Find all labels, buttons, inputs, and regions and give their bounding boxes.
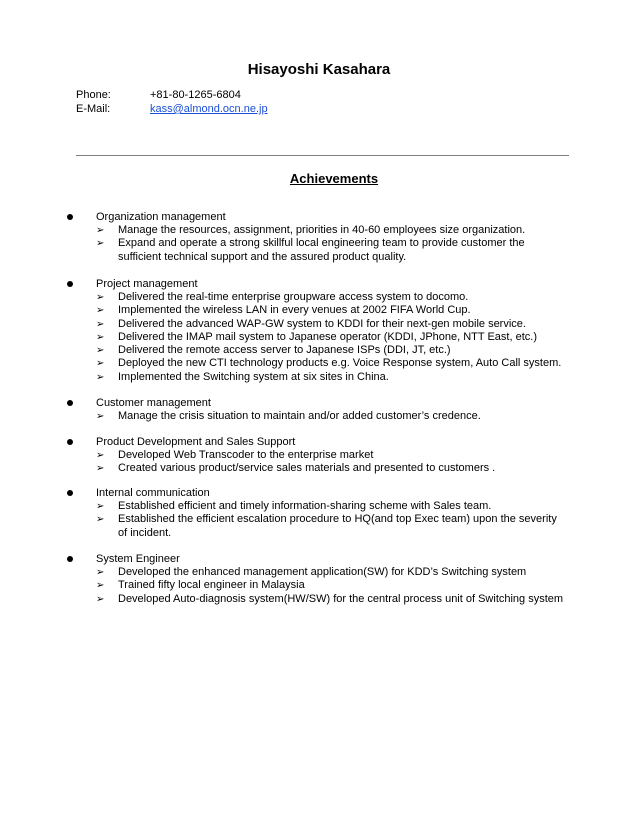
achievement-item-line: Trained fifty local engineer in Malaysia — [118, 579, 305, 592]
achievement-item-line: Manage the resources, assignment, priorities in 40-60 employees size organization. — [118, 224, 526, 236]
achievement-item-line: Delivered the real-time enterprise groupware access system to docomo. — [118, 291, 469, 303]
section-title-row — [0, 436, 638, 449]
phone-value: +81-80-1265-6804 — [150, 89, 241, 101]
achievement-item-line: Established efficient and timely information-sharing scheme with Sales team. — [118, 500, 492, 512]
achievement-item-text — [118, 593, 588, 606]
resume-name: Hisayoshi Kasahara — [247, 61, 391, 78]
section-title: Organization management — [96, 211, 226, 223]
achievement-item — [0, 410, 638, 423]
achievement-item-text — [118, 344, 588, 357]
achievement-item-line: Delivered the IMAP mail system to Japanese operator (KDDI, JPhone, NTT East, etc.) — [118, 330, 537, 343]
arrow-bullet-icon: ➢ — [96, 331, 105, 343]
achievement-item — [0, 237, 638, 264]
achievement-section — [0, 397, 638, 423]
arrow-bullet-icon: ➢ — [96, 463, 105, 475]
achievement-item-text — [118, 304, 588, 317]
arrow-bullet-icon: ➢ — [96, 580, 105, 592]
achievement-item-text — [118, 331, 588, 344]
achievement-item-line: Delivered the remote access server to Japanese ISPs (DDI, JT, etc.) — [118, 344, 451, 357]
achievement-item-text — [118, 513, 588, 540]
arrow-bullet-icon: ➢ — [96, 225, 105, 236]
achievement-item-text — [118, 579, 588, 592]
achievement-item-line: Created various product/service sales materials and presented to customers . — [118, 462, 496, 475]
header-divider — [76, 155, 569, 156]
achievement-section — [0, 211, 638, 264]
achievement-item-text — [118, 566, 588, 579]
achievement-item — [0, 371, 638, 384]
section-title: System Engineer — [96, 553, 180, 565]
phone-label: Phone: — [76, 89, 111, 101]
arrow-bullet-icon: ➢ — [96, 358, 105, 370]
achievement-item-line: Established the efficient escalation procedure to HQ(and top Exec team) upon the severity — [118, 513, 557, 526]
arrow-bullet-icon: ➢ — [96, 411, 105, 422]
achievement-item-line: sufficient technical support and the assured product quality. — [118, 250, 407, 263]
email-row — [76, 102, 268, 116]
achievement-item — [0, 462, 638, 475]
achievement-item-line: Developed the enhanced management application(SW) for KDD’s Switching system — [118, 566, 527, 578]
arrow-bullet-icon: ➢ — [96, 371, 105, 383]
section-title-row — [0, 487, 638, 500]
arrow-bullet-icon: ➢ — [96, 318, 105, 330]
achievement-item-text — [118, 371, 588, 384]
email-link[interactable]: kass@almond.ocn.ne.jp — [150, 103, 268, 115]
achievement-section — [0, 553, 638, 606]
achievement-item — [0, 579, 638, 592]
arrow-bullet-icon: ➢ — [96, 292, 105, 303]
achievement-item-line: Expand and operate a strong skillful local engineering team to provide customer the — [118, 237, 525, 250]
section-title-row — [0, 397, 638, 410]
achievement-item — [0, 291, 638, 304]
section-title-row — [0, 553, 638, 566]
achievement-item-text — [118, 462, 588, 475]
achievement-item-line: of incident. — [118, 526, 172, 539]
achievement-item — [0, 331, 638, 344]
arrow-bullet-icon: ➢ — [96, 514, 105, 526]
email-label: E-Mail: — [76, 103, 111, 115]
phone-row — [76, 88, 241, 102]
bullet-icon — [67, 439, 73, 445]
achievement-item — [0, 304, 638, 317]
achievement-item — [0, 344, 638, 357]
arrow-bullet-icon: ➢ — [96, 501, 105, 512]
achievement-item — [0, 500, 638, 513]
bullet-icon — [67, 281, 73, 287]
section-title: Product Development and Sales Support — [96, 436, 296, 448]
section-title: Internal communication — [96, 487, 210, 499]
achievement-item — [0, 566, 638, 579]
achievement-item-line: Delivered the advanced WAP-GW system to KDDI for their next-gen mobile service. — [118, 317, 526, 330]
achievement-section — [0, 487, 638, 540]
arrow-bullet-icon: ➢ — [96, 593, 105, 605]
achievement-item-text — [118, 291, 588, 304]
achievement-item — [0, 593, 638, 606]
achievements-heading: Achievements — [289, 171, 379, 186]
achievement-item — [0, 318, 638, 331]
section-title: Customer management — [96, 397, 211, 409]
achievement-item-text — [118, 449, 588, 462]
achievement-item-text — [118, 357, 588, 370]
achievement-section — [0, 436, 638, 476]
achievement-item-line: Developed Auto-diagnosis system(HW/SW) for the central process unit of Switching system — [118, 592, 564, 605]
section-title-row — [0, 278, 638, 291]
section-title-row — [0, 211, 638, 224]
bullet-icon — [67, 400, 73, 406]
achievement-item-text — [118, 318, 588, 331]
achievement-item — [0, 357, 638, 370]
achievement-item-line: Manage the crisis situation to maintain and/or added customer’s credence. — [118, 410, 481, 422]
achievement-item-line: Deployed the new CTI technology products e.g. Voice Response system, Auto Call system. — [118, 357, 562, 370]
achievement-item-text — [118, 500, 588, 513]
section-title: Project management — [96, 278, 198, 290]
achievement-item-line: Implemented the wireless LAN in every venues at 2002 FIFA World Cup. — [118, 304, 471, 317]
achievement-section — [0, 278, 638, 384]
achievement-item — [0, 449, 638, 462]
achievement-item-text — [118, 224, 588, 237]
achievement-item-text — [118, 410, 588, 423]
achievement-item-line: Developed Web Transcoder to the enterprise market — [118, 449, 374, 461]
arrow-bullet-icon: ➢ — [96, 345, 105, 357]
arrow-bullet-icon: ➢ — [96, 567, 105, 578]
achievement-item-line: Implemented the Switching system at six sites in China. — [118, 370, 389, 383]
arrow-bullet-icon: ➢ — [96, 238, 105, 250]
arrow-bullet-icon: ➢ — [96, 450, 105, 461]
achievement-item — [0, 224, 638, 237]
bullet-icon — [67, 556, 73, 562]
bullet-icon — [67, 490, 73, 496]
arrow-bullet-icon: ➢ — [96, 305, 105, 317]
achievement-item-text — [118, 237, 588, 264]
achievement-item — [0, 513, 638, 540]
bullet-icon — [67, 214, 73, 220]
